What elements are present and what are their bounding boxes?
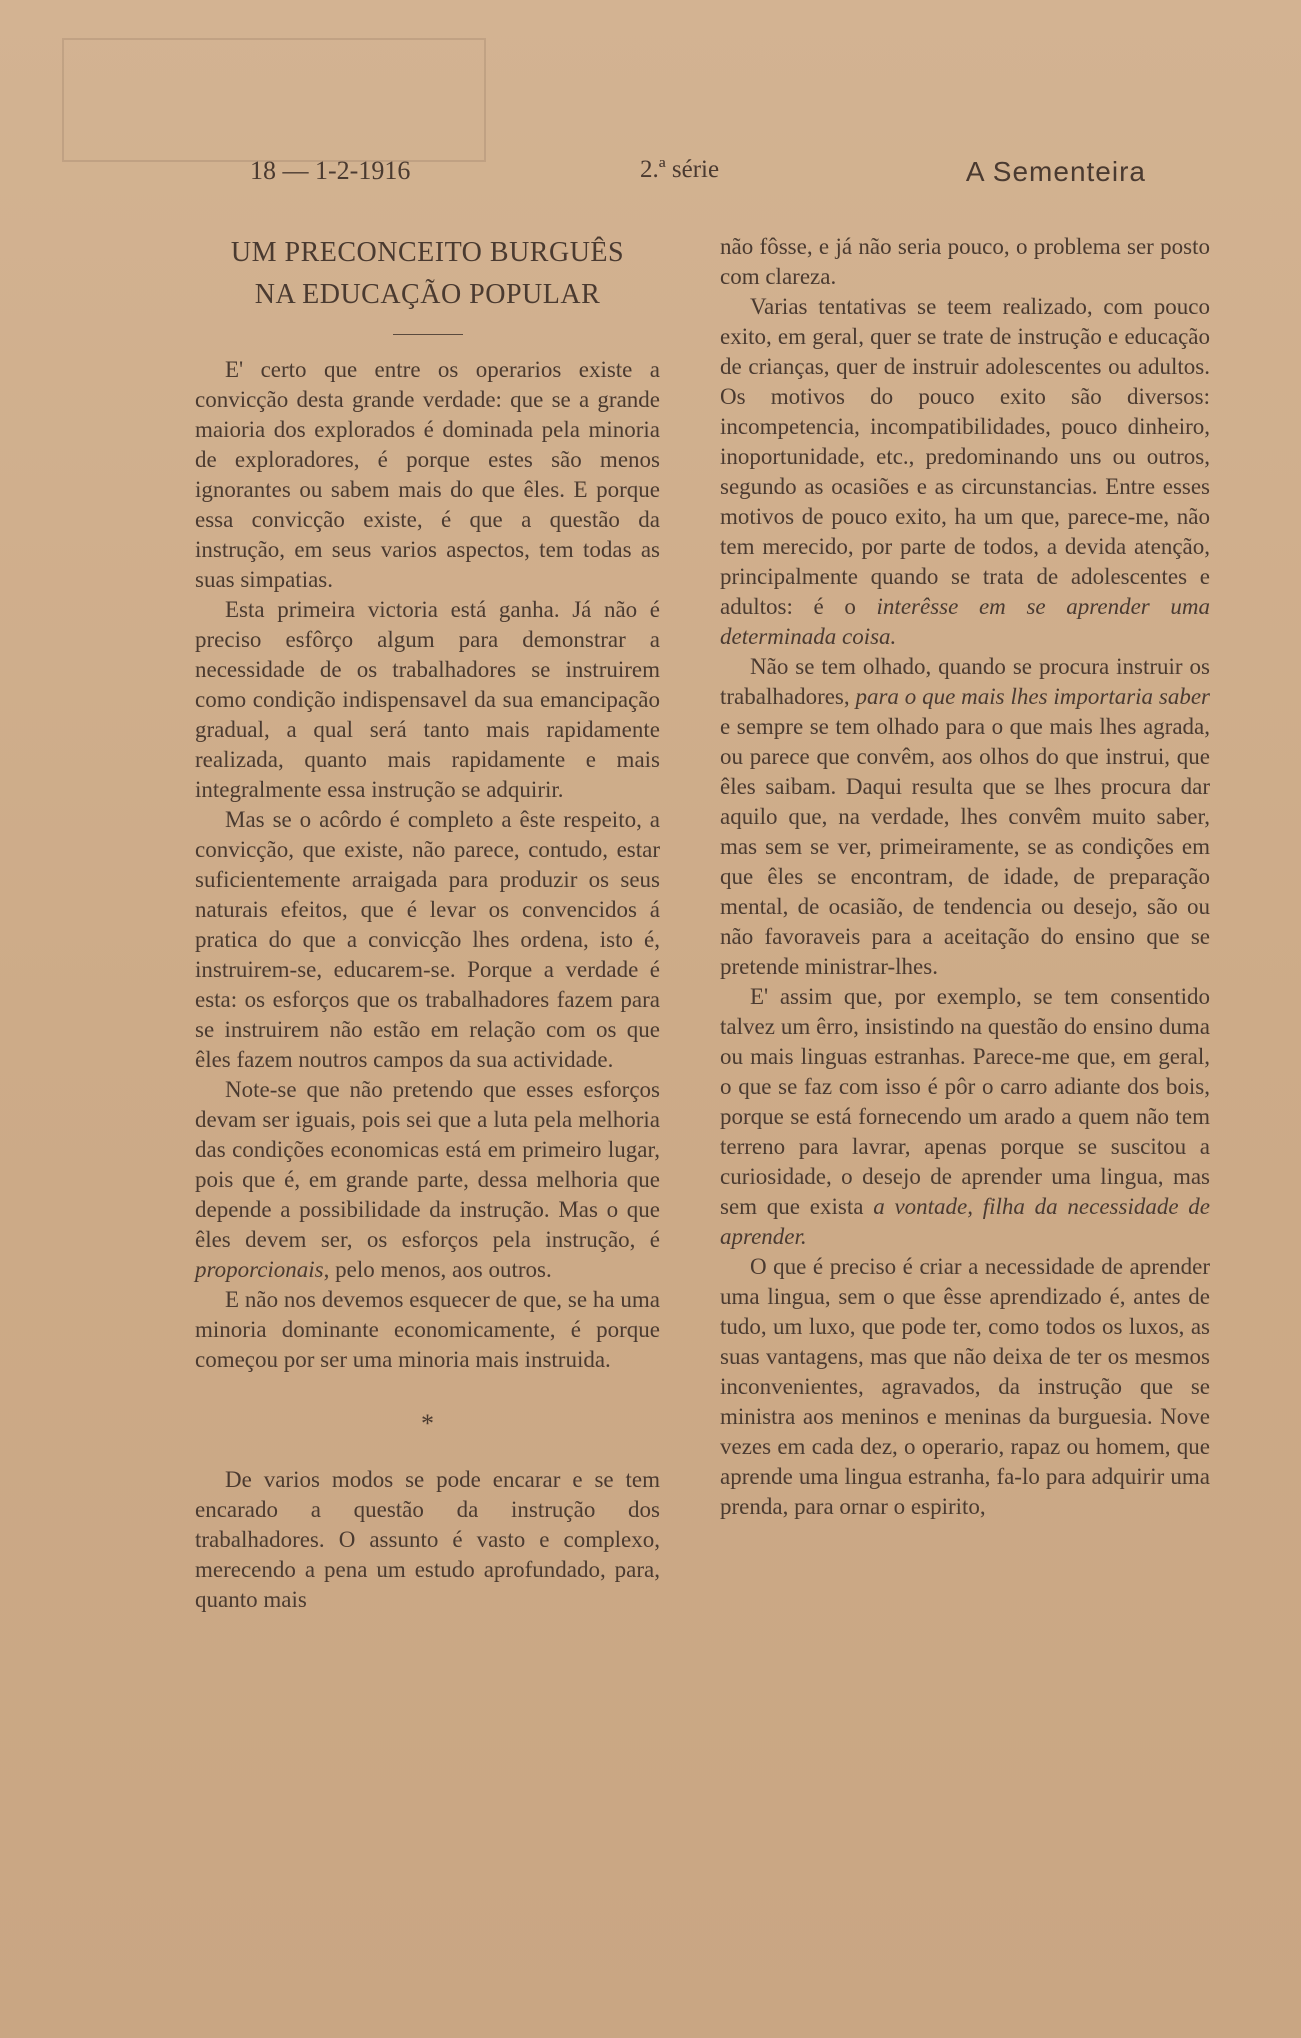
text-run: E' assim que, por exemplo, se tem consentido talvez um êrro, insistindo na questão do ensino duma ou mais linguas estranhas. Parece-me que, em geral, o que se faz com isso é pôr o carro adiante dos bois, porque se está fornecendo um arado a quem não tem terreno para lavrar, apenas porque se suscitou a curiosidade, o desejo de aprender uma lingua, mas sem que exista [720,984,1210,1219]
archive-stamp [62,38,486,162]
left-column [195,232,660,1615]
text-run: , pelo menos, aos outros. [323,1257,552,1282]
paragraph [195,1075,660,1285]
paragraph [720,982,1210,1252]
title-divider [393,334,463,335]
article-title-line1: UM PRECONCEITO BURGUÊS [230,237,625,268]
text-run: e sempre se tem olhado para o que mais lhes agrada, ou parece que convêm, aos olhos do que instrui, que êles saibam. Daqui resulta que se lhes procura dar aquilo que, na verdade, lhes convêm muito saber, mas sem se ver, primeiramente, se as condições em que êles se encontram, de idade, de preparação mental, de ocasião, de tendencia ou desejo, são ou não favoraveis para a aceitação do ensino que se pretende ministrar-lhes. [720,714,1210,979]
publication-title: A Sementeira [965,156,1146,187]
paragraph: E' certo que entre os operarios existe a convicção desta grande verdade: que se a grande maioria dos explorados é dominada pela minoria de exploradores, é porque estes são menos ignorantes ou sabem mais do que êles. E porque essa convicção existe, é que a questão da instrução, em seus varios aspectos, tem todas as suas simpatias. [195,357,660,592]
text-run: Varias tentativas se teem realizado, com pouco exito, em geral, quer se trate de instrução e educação de crianças, quer de instruir adolescentes ou adultos. Os motivos do pouco exito são diversos: incompetencia, incompatibilidades, pouco dinheiro, inoportunidade, etc., predominando uns ou outros, segundo as ocasiões e as circunstancias. Entre esses motivos de pouco exito, ha um que, parece-me, não tem merecido, por parte de todos, a devida atenção, principalmente quando se trata de adolescentes e adultos: é o [720,294,1210,619]
emphasis-text: proporcionais [195,1257,324,1282]
article-title-line2: NA EDUCAÇÃO POPULAR [254,279,601,310]
issue-date: 18 — 1-2-1916 [250,156,411,185]
paragraph [720,652,1210,982]
paragraph: Mas se o acôrdo é completo a êste respeito, a convicção, que existe, não parece, contudo, estar suficientemente arraigada para produzir os seus naturais efeitos, que é levar os convencidos á pratica do que a convicção lhes ordena, isto é, instruirem-se, educarem-se. Porque a verdade é esta: os esforços que os trabalhadores fazem para se instruirem não estão em relação com os que êles fazem noutros campos da sua actividade. [195,807,660,1072]
series-label: 2.ª série [640,156,720,183]
emphasis-text: para o que mais lhes importaria saber [855,684,1210,709]
paragraph: não fôsse, e já não seria pouco, o problema ser posto com clareza. [720,234,1210,289]
text-run: Não se tem olhado, quando se procura instruir os trabalhadores, [720,654,1210,709]
text-run: Note-se que não pretendo que esses esforços devam ser iguais, pois sei que a luta pela melhoria das condições economicas está em primeiro lugar, pois que é, em grande parte, dessa melhoria que depende a possibilidade da instrução. Mas o que êles devem ser, os esforços pela instrução, é [195,1077,660,1252]
paragraph: O que é preciso é criar a necessidade de aprender uma lingua, sem o que êsse aprendizado é, antes de tudo, um luxo, que pode ter, como todos os luxos, as suas vantagens, mas que não deixa de ter os mesmos inconvenientes, agravados, da instrução que se ministra aos meninos e meninas da burguesia. Nove vezes em cada dez, o operario, rapaz ou homem, que aprende uma lingua estranha, fa-lo para adquirir uma prenda, para ornar o espirito, [720,1254,1210,1519]
paragraph: E não nos devemos esquecer de que, se ha uma minoria dominante economicamente, é porque começou por ser uma minoria mais instruida. [195,1287,660,1372]
paragraph: Esta primeira victoria está ganha. Já não é preciso esfôrço algum para demonstrar a necessidade de os trabalhadores se instruirem como condição indispensavel da sua emancipação gradual, a qual será tanto mais rapidamente realizada, quanto mais rapidamente e mais integralmente essa instrução se adquirir. [195,597,660,802]
right-column [720,232,1210,1522]
paragraph: De varios modos se pode encarar e se tem encarado a questão da instrução dos trabalhadores. O assunto é vasto e complexo, merecendo a pena um estudo aprofundado, para, quanto mais [195,1467,660,1612]
emphasis-text: interêsse em se aprender uma determinada coisa. [720,594,1211,649]
article-title [195,232,660,316]
page-header [250,156,1146,188]
paragraph [720,292,1210,652]
section-separator: * [421,1409,434,1438]
emphasis-text: a vontade, filha da necessidade de aprender. [720,1194,1211,1249]
